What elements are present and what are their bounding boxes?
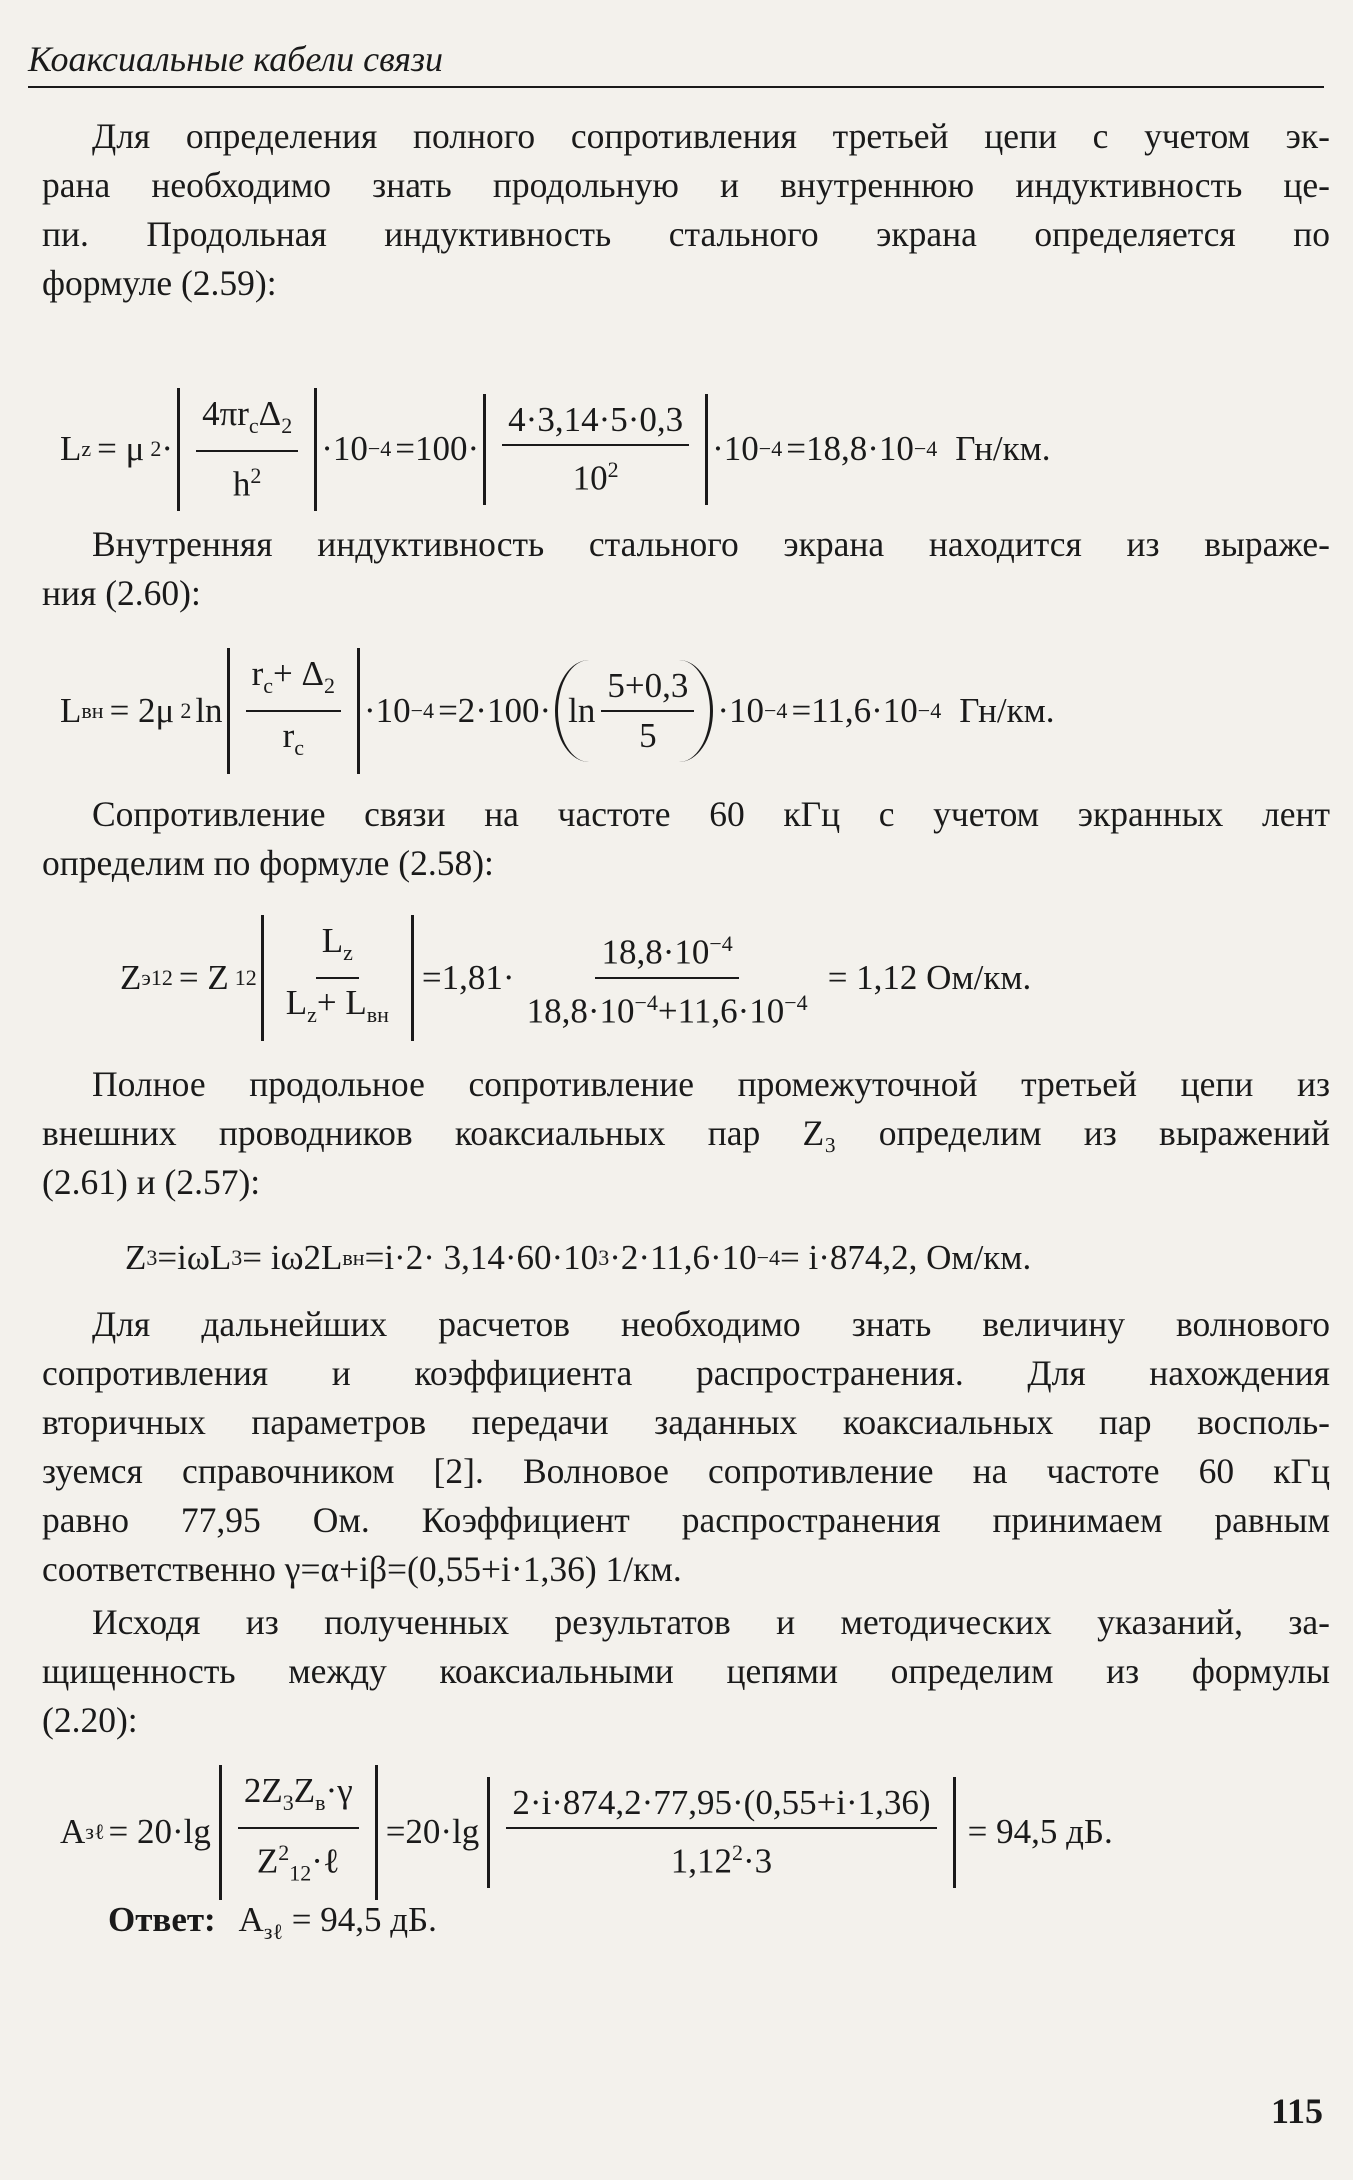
formula-subscript: 3 bbox=[146, 1245, 158, 1270]
formula-subscript: z bbox=[343, 940, 353, 965]
formula-superscript: 2 bbox=[250, 463, 262, 488]
paragraph-3 bbox=[42, 790, 1330, 888]
formula-result: =11,6·10 bbox=[791, 691, 918, 730]
fraction-denominator: 1,12 bbox=[670, 1841, 732, 1881]
answer-label: Ответ: bbox=[108, 1900, 216, 1939]
fraction-denominator: 18,8·10 bbox=[526, 991, 635, 1031]
text-line: Для дальнейших расчетов необходимо знать величину волнового bbox=[92, 1304, 1330, 1344]
formula-superscript: 3 bbox=[598, 1245, 610, 1270]
formula-term: +11,6·10 bbox=[657, 991, 785, 1031]
formula-superscript: э bbox=[141, 965, 151, 990]
answer-value: = 94,5 дБ. bbox=[282, 1900, 437, 1939]
formula-term: ·10 bbox=[321, 429, 368, 469]
formula-subscript: 3 bbox=[282, 1790, 294, 1815]
formula-operator: = Z bbox=[178, 958, 229, 997]
formula-subscript: зℓ bbox=[85, 1819, 105, 1845]
formula-subscript: 12 bbox=[150, 965, 173, 990]
formula-symbol: L bbox=[60, 691, 82, 730]
formula-subscript: c bbox=[248, 413, 259, 438]
formula-subscript: 2 bbox=[150, 436, 162, 462]
formula-operator: = 2μ bbox=[109, 691, 175, 730]
formula-superscript: −4 bbox=[756, 1245, 781, 1270]
answer-symbol: A bbox=[238, 1900, 264, 1939]
formula-result: =18,8·10 bbox=[786, 429, 914, 469]
formula-superscript: −4 bbox=[913, 436, 938, 462]
text-line: зуемся справочником [2]. Волновое сопротивление на частоте 60 кГц bbox=[42, 1451, 1330, 1491]
text-line: Для определения полного сопротивления третьей цепи с учетом эк- bbox=[92, 116, 1330, 156]
fraction-numerator: r bbox=[251, 654, 264, 693]
formula-symbol: Z bbox=[293, 1771, 316, 1810]
formula-term: =100· bbox=[395, 429, 480, 469]
text-line: ния (2.60): bbox=[42, 573, 201, 613]
fraction-denominator: 10 bbox=[572, 458, 608, 498]
formula-2-61 bbox=[125, 1238, 1353, 1278]
formula-subscript: c bbox=[263, 673, 273, 698]
fraction-numerator: 2·i·874,2·77,95·(0,55+i·1,36) bbox=[506, 1783, 936, 1829]
formula-subscript: вн bbox=[366, 1002, 389, 1027]
text-line: Полное продольное сопротивление промежуточной третьей цепи из bbox=[92, 1064, 1330, 1104]
text-line: Сопротивление связи на частоте 60 кГц с учетом экранных лент bbox=[92, 794, 1330, 834]
text-line: внешних проводников коаксиальных пар Z₃ определим из выражений bbox=[42, 1113, 1330, 1153]
square-bracket bbox=[483, 394, 708, 505]
paragraph-6 bbox=[42, 1598, 1330, 1745]
formula-symbol: Z bbox=[120, 958, 142, 997]
formula-subscript: 3 bbox=[231, 1245, 243, 1270]
text-line: вторичных параметров передачи заданных коаксиальных пар восполь- bbox=[42, 1402, 1330, 1442]
formula-symbol: + L bbox=[316, 983, 367, 1022]
formula-unit: Гн/км. bbox=[955, 429, 1051, 469]
square-bracket bbox=[227, 648, 360, 774]
formula-term: =2·100· bbox=[438, 691, 552, 730]
formula-superscript: −4 bbox=[367, 436, 392, 462]
formula-result: = i·874,2, Ом/км. bbox=[780, 1238, 1032, 1277]
absolute-value bbox=[219, 1765, 378, 1900]
fraction bbox=[521, 924, 814, 1031]
formula-term: =1,81· bbox=[421, 958, 515, 997]
page-number: 115 bbox=[1270, 2091, 1323, 2131]
formula-function: ln bbox=[195, 691, 223, 730]
fraction bbox=[506, 1783, 936, 1882]
fraction bbox=[502, 400, 689, 499]
answer-line bbox=[108, 1900, 437, 1945]
formula-symbol: Δ bbox=[258, 394, 282, 433]
fraction-numerator: 18,8·10 bbox=[601, 933, 710, 972]
formula-subscript: в bbox=[315, 1790, 326, 1815]
formula-subscript: z bbox=[307, 1002, 317, 1027]
fraction-numerator: 4·3,14·5·0,3 bbox=[502, 400, 689, 446]
formula-unit: Гн/км. bbox=[959, 691, 1055, 730]
formula-symbol: ·ℓ bbox=[311, 1841, 340, 1881]
formula-superscript: −4 bbox=[634, 990, 658, 1015]
paragraph-1 bbox=[42, 112, 1330, 308]
formula-term: ·10 bbox=[363, 691, 411, 730]
parenthesis bbox=[555, 660, 713, 762]
formula-2-59: L z = μ 2 · $\frac{4\pi r_c\Delta_2}{h^2}$ ·10 −4 =100· $\frac{4\cdot 3,14\cdot 5\cdot 0,3}{10^2}$ ·10 −4 =18,8·10 −4 Гн/км. bbox=[60, 388, 1340, 511]
formula-2-58 bbox=[120, 915, 1353, 1041]
formula-superscript: 2 bbox=[732, 1840, 743, 1865]
fraction-numerator: 5+0,3 bbox=[601, 666, 694, 712]
formula-subscript: вн bbox=[342, 1245, 365, 1270]
fraction bbox=[280, 921, 395, 1035]
fraction bbox=[246, 654, 341, 768]
formula-result: = 94,5 дБ. bbox=[967, 1812, 1113, 1852]
fraction bbox=[601, 666, 694, 756]
formula-subscript: c bbox=[294, 735, 304, 760]
formula-superscript: 2 bbox=[607, 457, 619, 482]
formula-function: ln bbox=[568, 691, 596, 730]
formula-term: =20·lg bbox=[385, 1812, 480, 1852]
formula-term: =iωL bbox=[157, 1238, 232, 1277]
text-line: рана необходимо знать продольную и внутреннюю индуктивность це- bbox=[42, 165, 1330, 205]
formula-superscript: −4 bbox=[709, 931, 733, 957]
formula-subscript: 12 bbox=[234, 965, 257, 990]
formula-subscript: 2 bbox=[323, 673, 335, 698]
text-line: (2.20): bbox=[42, 1700, 138, 1740]
formula-symbol: Z bbox=[125, 1238, 147, 1277]
formula-superscript: −4 bbox=[758, 436, 783, 462]
text-line: определим по формуле (2.58): bbox=[42, 843, 494, 883]
fraction-denominator: Z bbox=[256, 1841, 279, 1881]
paragraph-2 bbox=[42, 520, 1330, 618]
paragraph-4 bbox=[42, 1060, 1330, 1207]
paragraph-5 bbox=[42, 1300, 1330, 1594]
text-line: равно 77,95 Ом. Коэффициент распространения принимаем равным bbox=[42, 1500, 1330, 1540]
fraction-denominator: L bbox=[285, 983, 308, 1022]
running-header bbox=[28, 38, 1324, 88]
formula-superscript: −4 bbox=[764, 698, 788, 723]
fraction-denominator: r bbox=[282, 716, 295, 755]
formula-subscript: z bbox=[81, 436, 92, 462]
formula-term: ·3 bbox=[743, 1841, 773, 1881]
text-line: щищенность между коаксиальными цепями определим из формулы bbox=[42, 1651, 1330, 1691]
formula-result: = 1,12 Ом/км. bbox=[827, 958, 1032, 997]
formula-subscript: 2 bbox=[180, 698, 192, 723]
formula-symbol: ·γ bbox=[325, 1771, 353, 1810]
text-line: (2.61) и (2.57): bbox=[42, 1162, 261, 1202]
square-bracket bbox=[177, 388, 317, 511]
fraction-denominator: h bbox=[232, 464, 251, 504]
fraction-numerator: 4πr bbox=[202, 394, 249, 433]
formula-term: =i·2· 3,14·60·10 bbox=[364, 1238, 599, 1277]
text-line: Исходя из полученных результатов и методических указаний, за- bbox=[92, 1602, 1330, 1642]
fraction-numerator: L bbox=[321, 921, 344, 960]
absolute-value bbox=[487, 1777, 955, 1888]
formula-2-60 bbox=[60, 648, 1340, 774]
formula-term: = iω2L bbox=[242, 1238, 343, 1277]
formula-term: ·2·11,6·10 bbox=[609, 1238, 757, 1277]
text-line: сопротивления и коэффициента распространения. Для нахождения bbox=[42, 1353, 1330, 1393]
header-title: Коаксиальные кабели связи bbox=[28, 39, 444, 79]
formula-subscript: 2 bbox=[281, 413, 293, 438]
text-line: пи. Продольная индуктивность стального экрана определяется по bbox=[42, 214, 1330, 254]
formula-superscript: −4 bbox=[410, 698, 435, 723]
formula-subscript: вн bbox=[81, 698, 104, 723]
formula-superscript: −4 bbox=[784, 990, 808, 1015]
fraction-numerator: 2Z bbox=[243, 1771, 283, 1810]
formula-term: ·10 bbox=[712, 429, 759, 469]
formula-2-20 bbox=[60, 1765, 1340, 1900]
fraction-denominator: 5 bbox=[639, 716, 657, 755]
text-line: формуле (2.59): bbox=[42, 263, 277, 303]
fraction bbox=[238, 1771, 359, 1894]
formula-superscript: −4 bbox=[917, 698, 942, 723]
formula-operator: = 20·lg bbox=[108, 1812, 211, 1852]
formula-symbol: L bbox=[60, 429, 82, 469]
fraction bbox=[196, 394, 298, 505]
formula-superscript: 2 bbox=[278, 1840, 290, 1865]
text-line: Внутренняя индуктивность стального экрана находится из выраже- bbox=[92, 524, 1330, 564]
formula-term: ·10 bbox=[717, 691, 765, 730]
text-line: соответственно γ=α+iβ=(0,55+i·1,36) 1/км. bbox=[42, 1549, 682, 1589]
formula-operator: = μ bbox=[97, 429, 145, 469]
formula-subscript: 12 bbox=[289, 1860, 312, 1886]
formula-symbol: + Δ bbox=[272, 654, 324, 693]
square-bracket bbox=[261, 915, 414, 1041]
answer-subscript: зℓ bbox=[263, 1919, 283, 1944]
formula-symbol: A bbox=[60, 1812, 86, 1852]
